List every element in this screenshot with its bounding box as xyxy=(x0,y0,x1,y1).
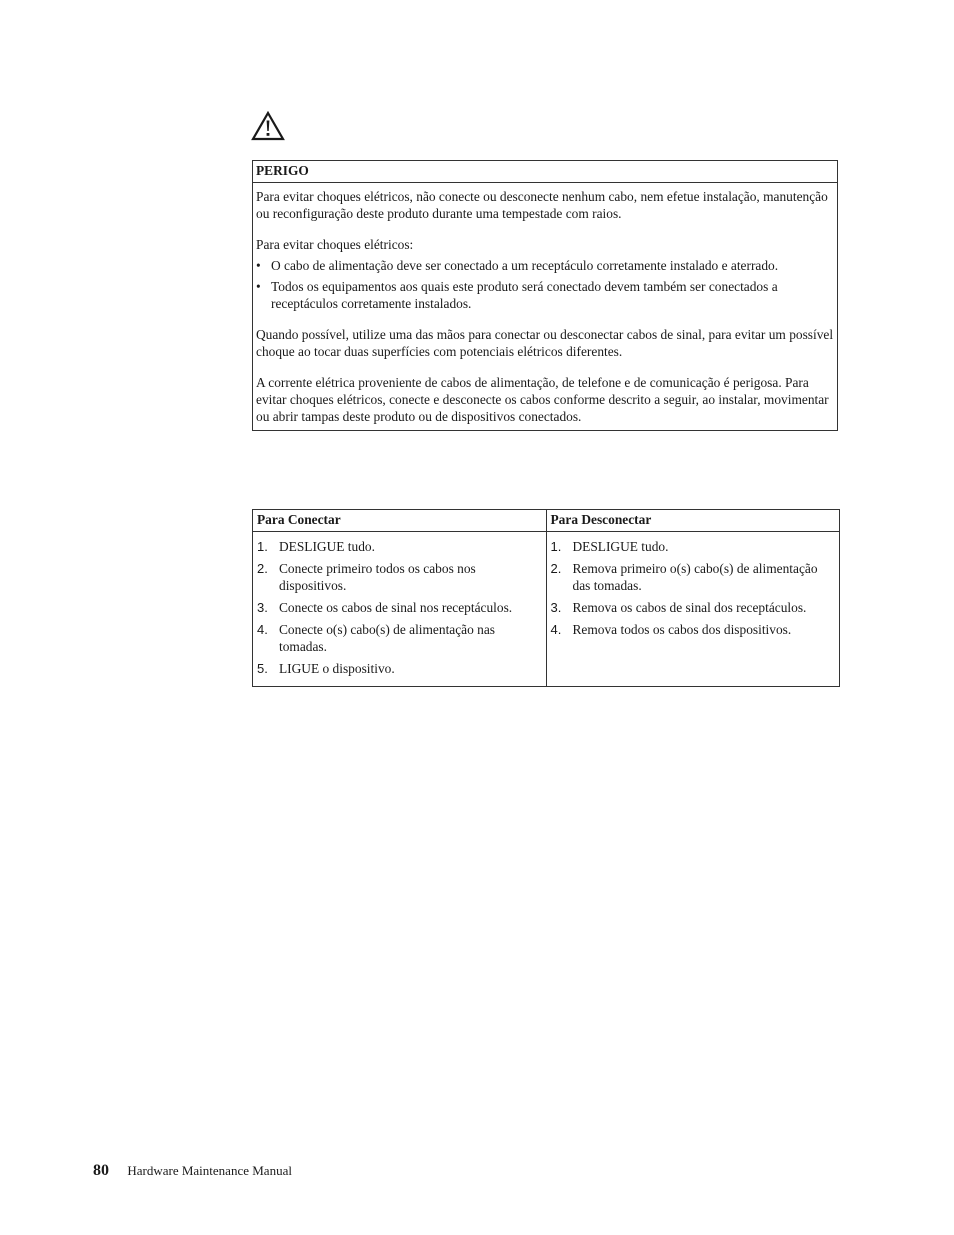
danger-paragraph-storm: Para evitar choques elétricos, não conecte ou desconecte nenhum cabo, nem efetue instalação, manutenção ou reconfiguração deste produto durante uma tempestade com raios. xyxy=(256,189,828,221)
list-item: • Todos os equipamentos aos quais este produto será conectado devem também ser conectados a receptáculos corretamente instalados. xyxy=(256,279,778,311)
list-item: 5. LIGUE o dispositivo. xyxy=(257,661,395,676)
connect-steps-cell xyxy=(253,532,547,687)
page-number: 80 xyxy=(93,1162,109,1179)
manual-title: Hardware Maintenance Manual xyxy=(127,1163,292,1178)
danger-paragraph-one-hand: Quando possível, utilize uma das mãos para conectar ou desconectar cabos de sinal, para evitar um possível choque ao tocar duas superfícies com potenciais elétricos diferentes. xyxy=(256,327,834,359)
table-row xyxy=(253,532,840,687)
bullet-icon: • xyxy=(256,279,261,294)
danger-heading: PERIGO xyxy=(253,161,837,183)
danger-body xyxy=(253,183,837,430)
list-item: 3. Conecte os cabos de sinal nos receptáculos. xyxy=(257,600,513,615)
disconnect-steps-list xyxy=(551,538,836,638)
danger-notice xyxy=(252,160,838,431)
page-footer xyxy=(93,1162,292,1179)
list-item: • O cabo de alimentação deve ser conectado a um receptáculo corretamente instalado e aterrado. xyxy=(256,258,779,273)
bullet-icon: • xyxy=(256,258,261,273)
list-item: 1. DESLIGUE tudo. xyxy=(550,539,669,554)
list-item: 3. Remova os cabos de sinal dos receptáculos. xyxy=(550,600,807,615)
danger-bullet-list xyxy=(256,257,834,312)
list-item: 2. Remova primeiro o(s) cabo(s) de alimentação das tomadas. xyxy=(550,561,818,593)
danger-paragraph-current: A corrente elétrica proveniente de cabos de alimentação, de telefone e de comunicação é perigosa. Para evitar choques elétricos, conecte e desconecte os cabos conforme descrito a seguir, ao instalar, movimentar ou abrir tampas deste produto ou de dispositivos conectados. xyxy=(256,375,829,424)
connect-column-header: Para Conectar xyxy=(253,510,547,532)
table-header-row xyxy=(253,510,840,532)
disconnect-column-header: Para Desconectar xyxy=(546,510,840,532)
connect-disconnect-table xyxy=(252,509,840,687)
list-item: 2. Conecte primeiro todos os cabos nos dispositivos. xyxy=(257,561,476,593)
list-item: 4. Remova todos os cabos dos dispositivos. xyxy=(550,622,792,637)
list-item: 4. Conecte o(s) cabo(s) de alimentação nas tomadas. xyxy=(257,622,496,654)
disconnect-steps-cell xyxy=(546,532,840,687)
danger-paragraph-intro: Para evitar choques elétricos: xyxy=(256,237,414,252)
warning-triangle-icon xyxy=(251,111,285,141)
connect-steps-list xyxy=(257,538,542,677)
list-item: 1. DESLIGUE tudo. xyxy=(257,539,375,554)
